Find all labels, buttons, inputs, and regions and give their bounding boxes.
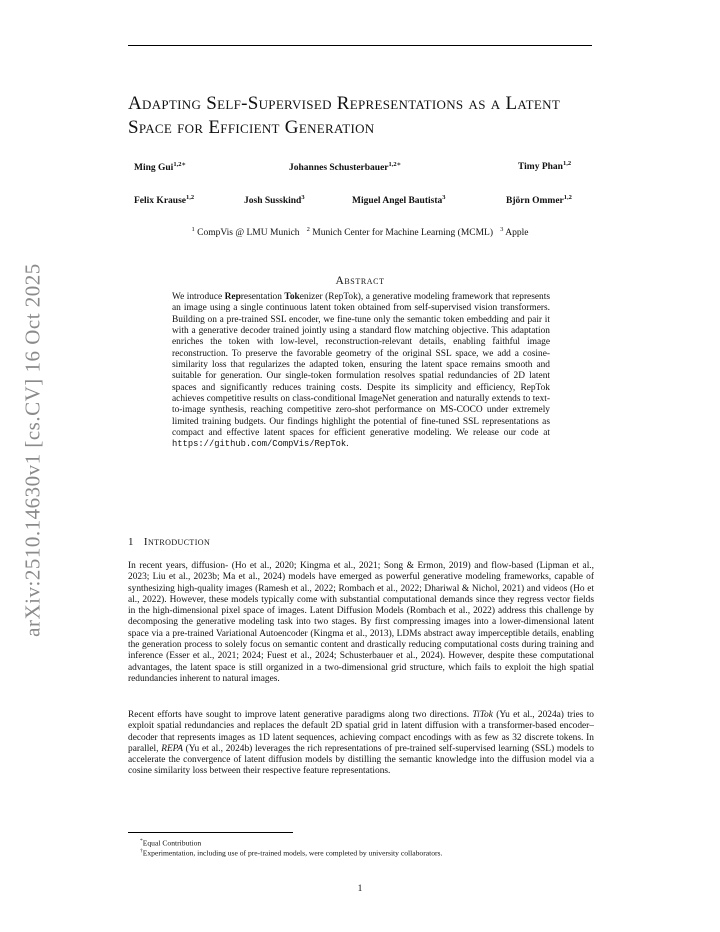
affiliation-2: Munich Center for Machine Learning (MCML) (312, 228, 494, 239)
abstract-body: We introduce Representation Tokenizer (RepTok), a generative modeling framework that represents an image using a single continuous latent token obtained from self-supervised vision transformers. Building on a pre-trained SSL encoder, we fine-tune only the semantic token embedding and pair it with a generative decoder trained jointly using a standard flow matching objective. This adaptation enriches the token with low-level, reconstruction-relevant details, enabling faithful image reconstruction. To preserve the favorable geometry of the original SSL space, we add a cosine-similarity loss that regularizes the adapted token, ensuring the latent space remains smooth and suitable for generation. Our single-token formulation resolves spatial redundancies of 2D latent spaces and significantly reduces training costs. Despite its simplicity and efficiency, RepTok achieves competitive results on class-conditional ImageNet generation and naturally extends to text-to-image synthesis, reaching competitive zero-shot performance on MS-COCO under extremely limited training budgets. Our findings highlight the potential of fine-tuned SSL representations as compact and effective latent spaces for efficient generative modeling. We release our code at https://github.com/CompVis/RepTok. (172, 292, 550, 450)
affiliation-3: Apple (505, 228, 529, 239)
author-josh-susskind: Josh Susskind$^3$ (244, 194, 305, 207)
code-url-link[interactable]: https://github.com/CompVis/RepTok (172, 439, 347, 450)
titok-ref: TiTok (472, 710, 493, 720)
intro-paragraph-2: Recent efforts have sought to improve latent generative paradigms along two directions. TiTok (Yu et al., 2024a) tries to exploit spatial redundancies and replaces the default 2D spatial grid in latent diffusion with a transformer-based encoder–decoder that represents images as 1D latent sequences, achieving compact encodings with as few as 32 discrete tokens. In parallel, REPA (Yu et al., 2024b) leverages the rich representations of pre-trained self-supervised learning (SSL) models to accelerate the convergence of latent diffusion models by distilling the semantic knowledge into the diffusion model via a cosine similarity loss between their respective feature representations. (128, 710, 594, 777)
paper-title: Adapting Self-Supervised Representations as a Latent Space for Efficient Generation (128, 93, 561, 138)
arxiv-stamp (16, 260, 50, 640)
repa-ref: REPA (161, 743, 183, 754)
author-johannes-schusterbauer: Johannes Schusterbauer$^{1,2∗}$ (289, 161, 402, 174)
affiliations: $^1$ CompVis @ LMU Munich $^2$ Munich Center for Machine Learning (MCML) $^3$ Apple (191, 226, 529, 239)
author-miguel-angel-bautista: Miguel Angel Bautista$^3$ (352, 194, 446, 207)
author-bjorn-ommer: Björn Ommer$^{1,2}$ (506, 194, 572, 207)
footnote-experimentation: †Experimentation, including use of pre-trained models, were completed by university collaborators. (140, 848, 443, 858)
author-ming-gui: Ming Gui$^{1,2∗}$ (134, 161, 186, 174)
intro-paragraph-1: In recent years, diffusion- (Ho et al., 2020; Kingma et al., 2021; Song & Ermon, 2019) and flow-based (Lipman et al., 2023; Liu et al., 2023b; Ma et al., 2024) models have emerged as powerful generative modeling frameworks, capable of synthesizing high-quality images (Ramesh et al., 2022; Rombach et al., 2022; Dhariwal & Nichol, 2021) and videos (Ho et al., 2022). However, these models typically come with substantial computational demands since they regress vector fields in the high-dimensional pixel space of images. Latent Diffusion Models (Rombach et al., 2022) address this challenge by decomposing the generative modeling task into two stages. By first compressing images into a lower-dimensional latent space via a pre-trained Variational Autoencoder (Kingma et al., 2013), LDMs abstract away imperceptible details, enabling the generation process to solely focus on semantic content and drastically reducing computational costs during training and inference (Esser et al., 2021; 2024; Fuest et al., 2024; Schusterbauer et al., 2024). However, despite these computational advantages, the latent space is still organized in a two-dimensional grid structure, which fails to exploit the high spatial redundancies inherent to natural images. (128, 561, 594, 684)
section-heading-introduction (128, 536, 210, 548)
top-rule (128, 45, 592, 46)
arxiv-stamp-text: arXiv:2510.14630v1 [cs.CV] 16 Oct 2025 (20, 263, 45, 637)
page-number: 1 (357, 884, 363, 894)
affiliation-1: CompVis @ LMU Munich (197, 228, 300, 239)
abstract-heading: Abstract (335, 275, 385, 287)
author-felix-krause: Felix Krause$^{1,2}$ (134, 194, 195, 207)
section-number: 1 (128, 536, 134, 548)
footnote-equal-contribution: *Equal Contribution (140, 838, 202, 848)
section-title: Introduction (143, 536, 211, 548)
author-timy-phan: Timy Phan$^{1,2}$ (518, 160, 572, 173)
footnote-rule (128, 832, 293, 833)
